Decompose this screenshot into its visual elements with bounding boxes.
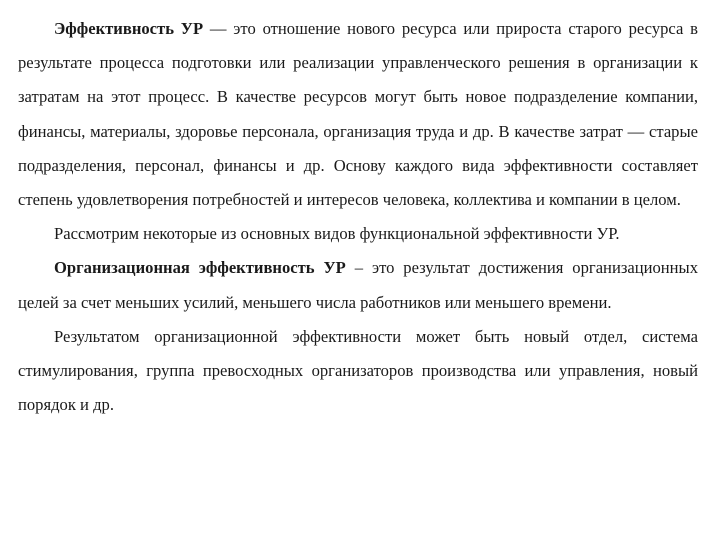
paragraph-intro-types [18,217,698,251]
paragraph-text: — это отношение нового ресурса или прироста старого ресурса в результате процесса подготовки или реализации управленческого решения в организации к затратам на этот процесс. В качестве ресурсов могут быть новое подразделение компании, финансы, материалы, здоровье персонала, организация труда и др. В качестве затрат — старые подразделения, персонал, финансы и др. Основу каждого вида эффективности составляет степень удовлетворения потребностей и интересов человека, коллектива и компании в целом. [18,19,698,210]
paragraph-effectiveness-definition [18,12,698,217]
document-page [18,12,698,422]
paragraph-text: Рассмотрим некоторые из основных видов функциональной эффективности УР. [54,224,620,244]
term-organizational-effectiveness: Организационная эффективность УР [54,258,346,278]
paragraph-text: Результатом организационной эффективности может быть новый отдел, система стимулирования, группа превосходных организаторов производства или управления, новый порядок и др. [18,326,698,415]
paragraph-organizational-result [18,320,698,423]
paragraph-text: – это результат достижения организационных целей за счет меньших усилий, меньшего числа работников или меньшего времени. [18,258,699,312]
paragraph-organizational-definition [18,251,698,319]
term-effectiveness: Эффективность УР [54,19,204,38]
